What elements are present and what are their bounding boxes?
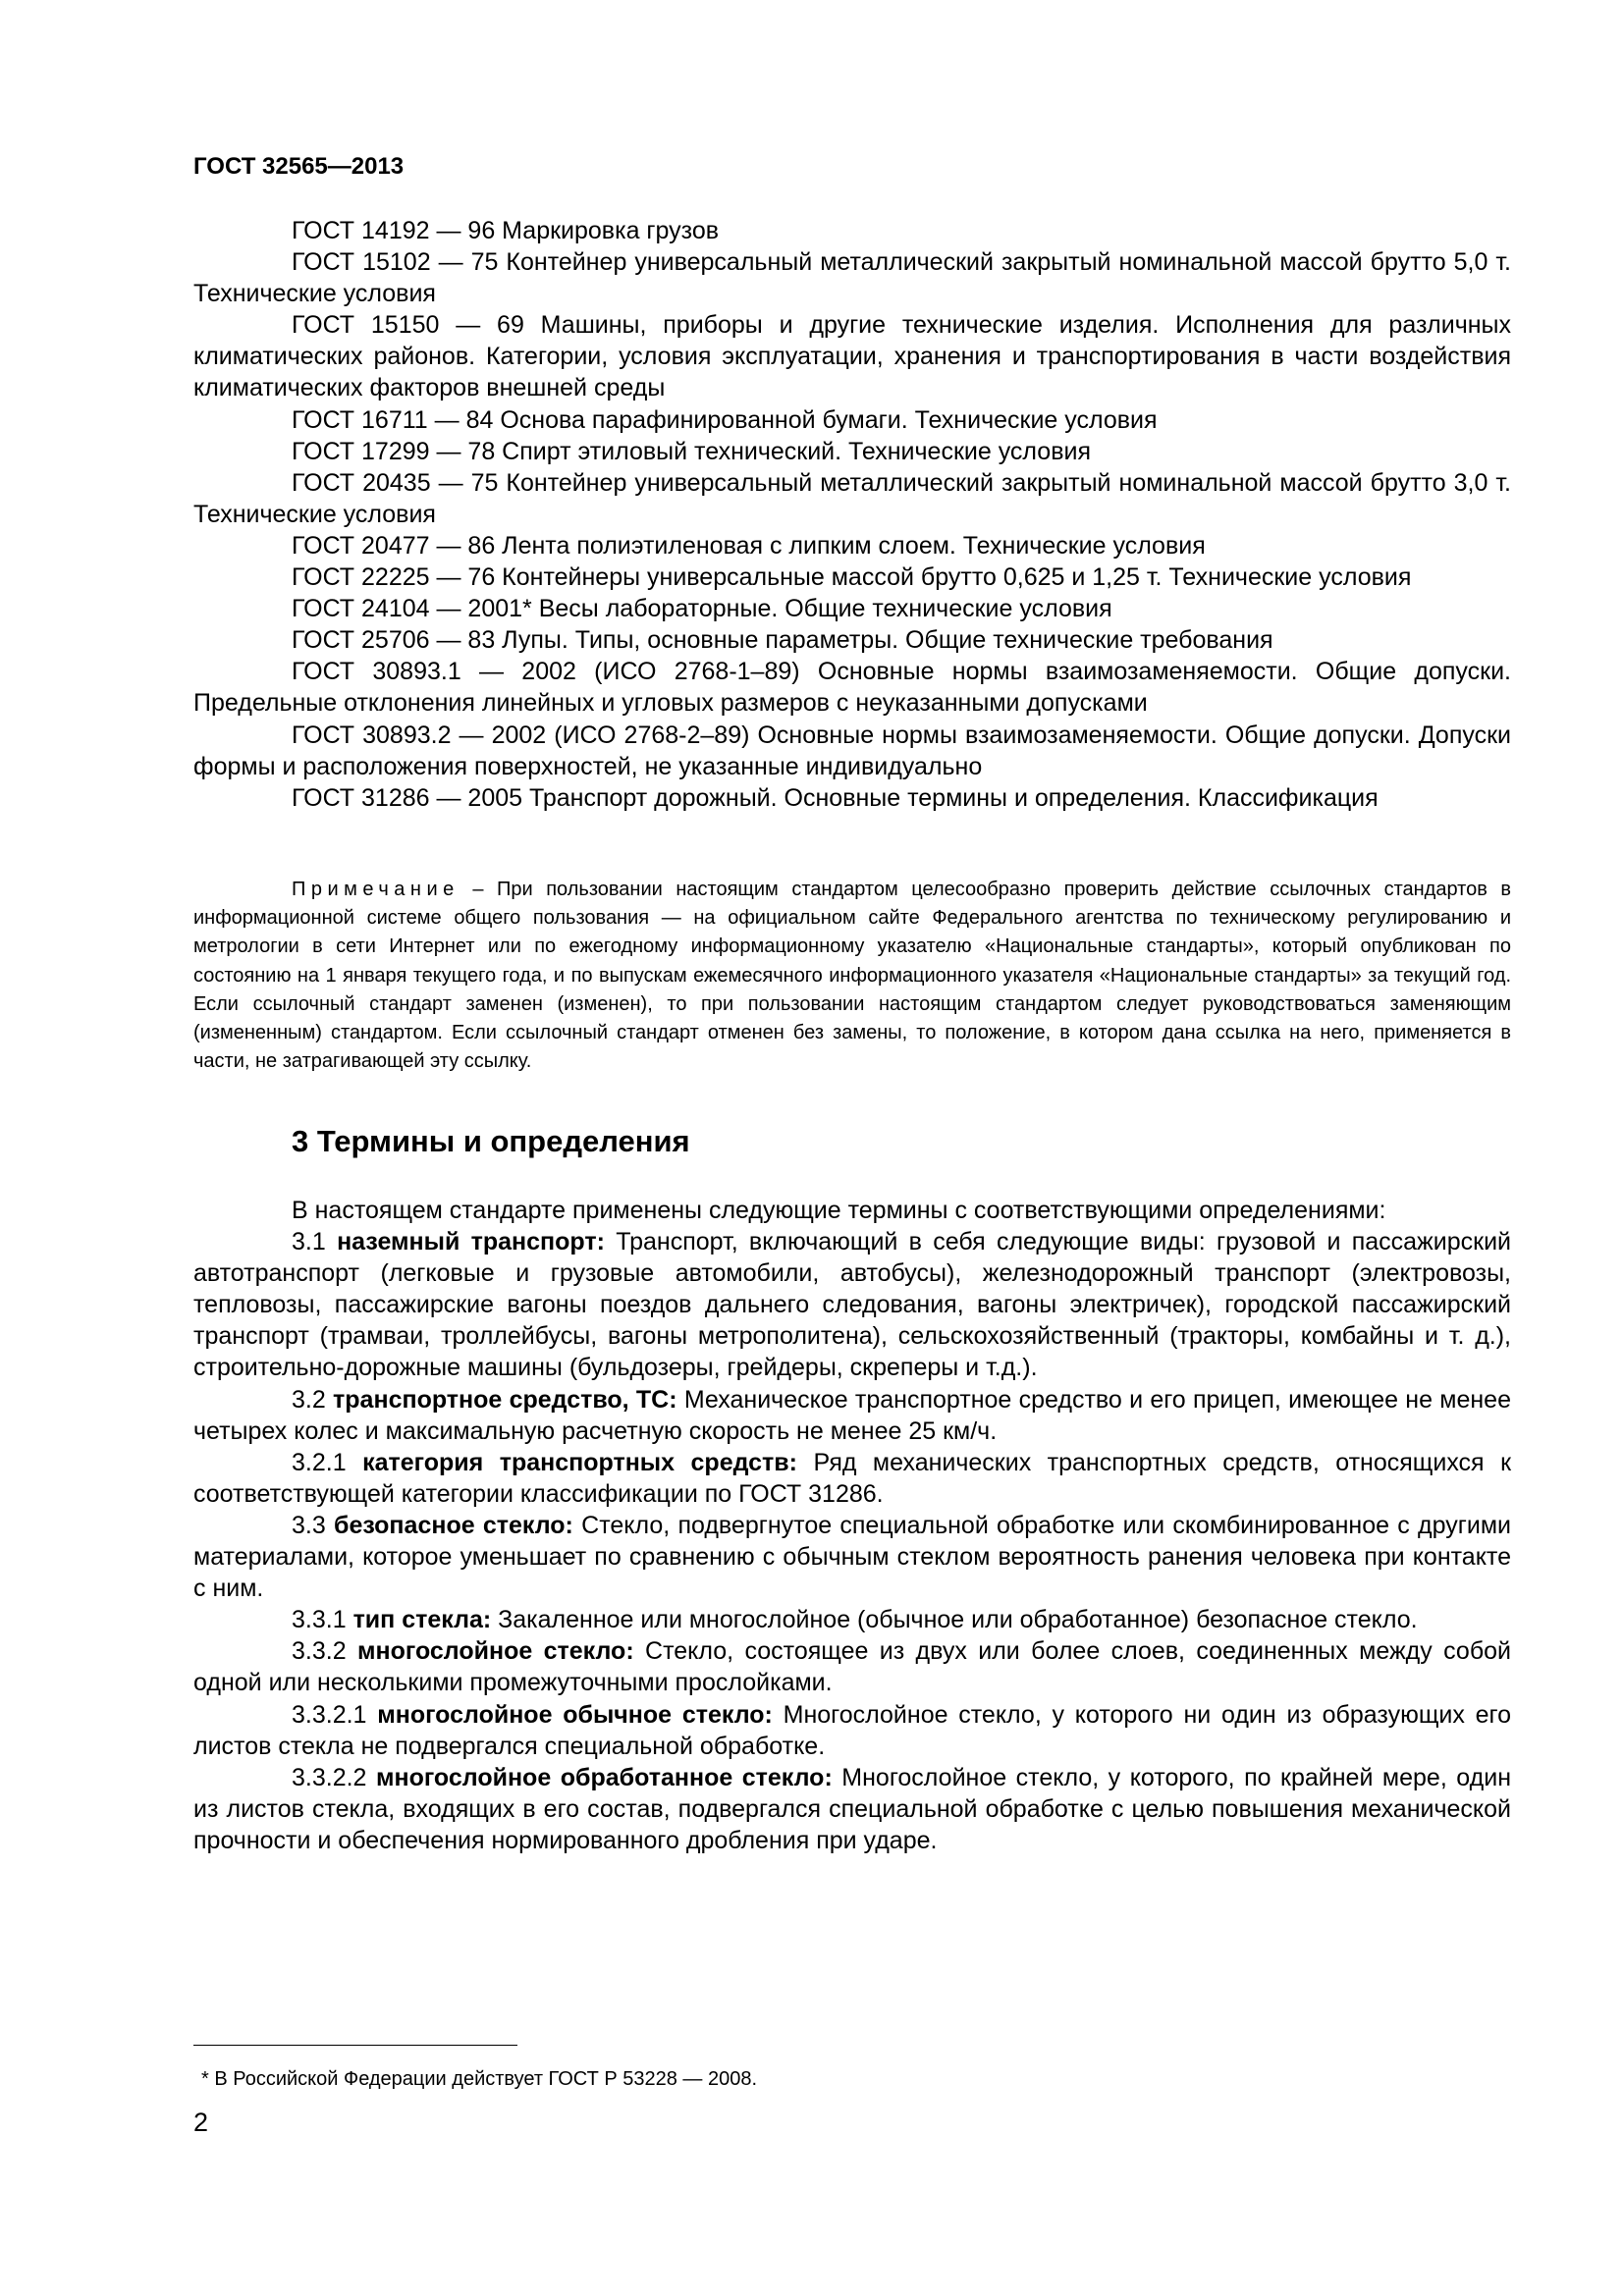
term-name: категория транспортных средств:	[362, 1448, 797, 1476]
reference-item: ГОСТ 30893.2 — 2002 (ИСО 2768-2–89) Основные нормы взаимозаменяемости. Общие допуски. Допуски формы и расположения поверхностей, не указанные индивидуально	[193, 721, 1511, 780]
term-definition: Стекло, подвергнутое специальной обработке или скомбинированное с другими материалами, которое уменьшает по сравнению с обычным стеклом вероятность ранения человека при контакте с ним.	[193, 1511, 1511, 1603]
term-definition: Многослойное стекло, у которого, по крайней мере, один из листов стекла, входящих в его состав, подвергался специальной обработке с целью повышения механической прочности и обеспечения нормированного дробления при ударе.	[193, 1763, 1511, 1854]
term-entry	[193, 1510, 1511, 1604]
reference-item: ГОСТ 20435 — 75 Контейнер универсальный металлический закрытый номинальной массой брутто 3,0 т. Технические условия	[193, 468, 1511, 528]
term-number: 3.3.2.1	[292, 1700, 367, 1729]
note-text: – При пользовании настоящим стандартом целесообразно проверить действие ссылочных стандартов в информационной системе общего пользования — на официальном сайте Федерального агентства по техническому регулированию и метрологии в сети Интернет или по ежегодному информационному указателю «Национальные стандарты», который опубликован по состоянию на 1 января текущего года, и по выпускам ежемесячного информационного указателя «Национальные стандарты» за текущий год. Если ссылочный стандарт заменен (изменен), то при пользовании настоящим стандартом следует руководствоваться заменяющим (измененным) стандартом. Если ссылочный стандарт отменен без замены, то положение, в котором дана ссылка на него, применяется в части, не затрагивающей эту ссылку.	[193, 879, 1512, 1073]
term-name: многослойное обработанное стекло:	[375, 1763, 833, 1791]
term-entry	[193, 1699, 1511, 1762]
term-name: многослойное обычное стекло:	[377, 1700, 773, 1729]
term-definition: Стекло, состоящее из двух или более слоев, соединенных между собой одной или несколькими промежуточными прослойками.	[193, 1637, 1512, 1697]
term-name: транспортное средство, ТС:	[333, 1385, 677, 1414]
term-entry	[193, 1604, 1511, 1635]
term-name: безопасное стекло:	[334, 1511, 573, 1539]
term-number: 3.1	[292, 1228, 326, 1256]
reference-item: ГОСТ 17299 — 78 Спирт этиловый технический. Технические условия	[292, 437, 1091, 465]
term-number: 3.3.2.2	[292, 1763, 367, 1791]
reference-item: ГОСТ 25706 — 83 Лупы. Типы, основные параметры. Общие технические требования	[292, 626, 1273, 655]
term-entry	[193, 1384, 1511, 1447]
term-name: тип стекла:	[352, 1606, 492, 1634]
term-definition: Многослойное стекло, у которого ни один из образующих его листов стекла не подвергался специальной обработке.	[193, 1700, 1511, 1760]
note-label: Примечание	[292, 879, 460, 900]
reference-item: ГОСТ 30893.1 — 2002 (ИСО 2768-1–89) Основные нормы взаимозаменяемости. Общие допуски. Предельные отклонения линейных и угловых размеров с неуказанными допусками	[193, 658, 1511, 718]
term-entry	[193, 1226, 1511, 1383]
term-definition: Закаленное или многослойное (обычное или обработанное) безопасное стекло.	[498, 1606, 1418, 1634]
term-name: многослойное стекло:	[357, 1637, 634, 1666]
reference-item: ГОСТ 22225 — 76 Контейнеры универсальные массой брутто 0,625 и 1,25 т. Технические условия	[292, 563, 1412, 592]
page-number: 2	[193, 2108, 209, 2137]
term-number: 3.3.2	[292, 1637, 347, 1666]
term-number: 3.2	[292, 1385, 326, 1414]
term-definition: Механическое транспортное средство и его прицеп, имеющее не менее четырех колес и максимальную расчетную скорость не менее 25 км/ч.	[193, 1385, 1511, 1445]
note-paragraph	[193, 876, 1511, 1076]
reference-item: ГОСТ 20477 — 86 Лента полиэтиленовая с липким слоем. Технические условия	[292, 531, 1206, 560]
normative-references-list	[193, 215, 1511, 814]
document-header: ГОСТ 32565—2013	[193, 153, 405, 180]
reference-item: ГОСТ 14192 — 96 Маркировка грузов	[292, 217, 720, 244]
reference-item: ГОСТ 15150 — 69 Машины, приборы и другие технические изделия. Исполнения для различных климатических районов. Категории, условия эксплуатации, хранения и транспортирования в части воздействия климатических факторов внешней среды	[193, 311, 1511, 402]
term-entry	[193, 1762, 1511, 1856]
terms-intro: В настоящем стандарте применены следующие термины с соответствующими определениями:	[292, 1197, 1386, 1224]
section-title: 3 Термины и определения	[292, 1124, 690, 1158]
term-definition: Ряд механических транспортных средств, относящихся к соответствующей категории классификации по ГОСТ 31286.	[193, 1448, 1512, 1508]
term-name: наземный транспорт:	[337, 1228, 605, 1256]
term-entry	[193, 1447, 1511, 1510]
reference-item: ГОСТ 24104 — 2001* Весы лабораторные. Общие технические условия	[292, 595, 1112, 623]
reference-item: ГОСТ 31286 — 2005 Транспорт дорожный. Основные термины и определения. Классификация	[292, 783, 1379, 812]
term-number: 3.2.1	[292, 1448, 347, 1476]
term-definition: Транспорт, включающий в себя следующие виды: грузовой и пассажирский автотранспорт (легковые и грузовые автомобили, автобусы), железнодорожный транспорт (электровозы, тепловозы, пассажирские вагоны поездов дальнего следования, вагоны электричек), городской пассажирский транспорт (трамваи, троллейбусы, вагоны метрополитена), сельскохозяйственный (тракторы, комбайны и т. д.), строительно-дорожные машины (бульдозеры, грейдеры, скреперы и т.д.).	[193, 1228, 1512, 1382]
term-number: 3.3.1	[292, 1606, 347, 1634]
footnote-divider	[193, 2045, 517, 2046]
terms-list	[193, 1195, 1511, 1856]
term-entry	[193, 1635, 1511, 1698]
footnote: * В Российской Федерации действует ГОСТ Р 53228 — 2008.	[201, 2068, 758, 2090]
reference-item: ГОСТ 16711 — 84 Основа парафинированной бумаги. Технические условия	[292, 405, 1158, 434]
reference-item: ГОСТ 15102 — 75 Контейнер универсальный металлический закрытый номинальной массой брутто 5,0 т. Технические условия	[193, 248, 1511, 308]
term-number: 3.3	[292, 1511, 326, 1539]
